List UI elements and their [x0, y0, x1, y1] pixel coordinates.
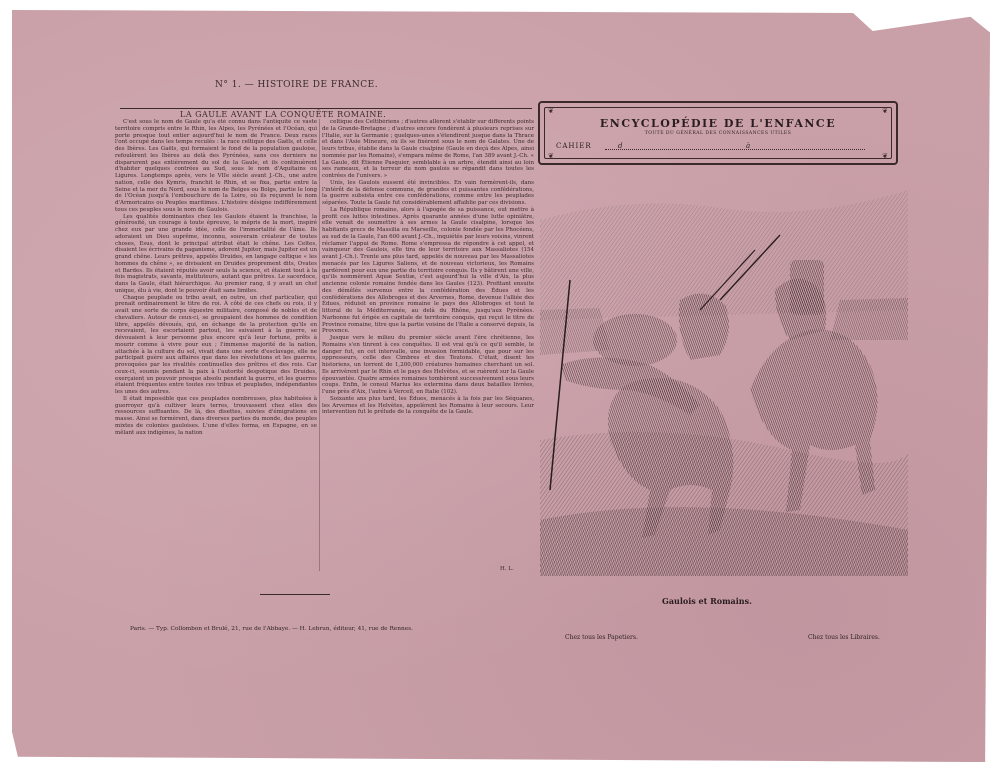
- gaul-rider: [679, 294, 729, 360]
- distant-army: [830, 298, 908, 340]
- ornament-icon: ❦: [548, 107, 554, 115]
- cahier-label: CAHIER: [556, 142, 592, 150]
- encyclopedia-subtitle: TOUTE DU GÉNÉRAL DES CONNAISSANCES UTILES: [644, 131, 792, 136]
- article-title: LA GAULE AVANT LA CONQUÊTE ROMAINE.: [180, 110, 387, 119]
- heading-rule: [120, 108, 532, 109]
- fill-in-line: [605, 149, 865, 150]
- author-signature: H. L.: [500, 566, 514, 572]
- title-cartouche: [538, 101, 898, 165]
- ornament-icon: ❦: [548, 152, 554, 160]
- article-column-right: [322, 119, 534, 573]
- article-column-left: [115, 119, 317, 573]
- paragraph: C'est sous le nom de Gaule qu'a été connu dans l'antiquité ce vaste territoire compris entre le Rhin, les Alpes, les Pyrénées et l'Océan, qui porte presque tout entier aujourd'hui le nom de France. Deux races l'ont occupé dans les temps reculés : la race celtique des Gaëls, et celle des Ibères. Les Gaëls, qui formaient le fond de la population gauloise, refoulèrent les Ibères au delà des Pyrénées, sans ces derniers ne disparurent pas entièrement du sol de la Gaule, et ils continuèrent d'habiter quelques contrées au Sud, sous le nom d'Aquitains ou Ligures. Longtemps après, vers le VIIe siècle avant J.-Ch., une autre nation, celle des Kymris, franchit le Rhin, et se fixa, partie entre la Seine et la mer du Nord, sous le nom de Belges ou Bolgs, partie le long de l'Océan jusqu'à l'embouchure de la Loire, où ils reçurent le nom d'Armoricains ou Peuples maritimes. L'histoire désigne indifféremment tous ces peuples sous le nom de Gaulois.: [115, 119, 317, 213]
- battle-engraving: [540, 190, 908, 576]
- cahier-d-label: d: [618, 142, 623, 150]
- illustration-caption: Gaulois et Romains.: [662, 596, 752, 606]
- ornament-icon: ❦: [882, 152, 888, 160]
- column-divider: [319, 119, 320, 571]
- cahier-a-label: à: [746, 142, 751, 150]
- paragraph: celtique des Celtibériens ; d'autres allèrent s'établir sur différents points de la Grande-Bretagne ; d'autres encore fondèrent à plusieurs reprises sur l'Italie, sur la Germanie ; quelques-unes s'étendirent jusque dans la Thrace et dans l'Asie Mineure, où ils se fixèrent sous le nom de Galates. Une de leurs tribus, établie dans la Gaule cisalpine (Gaule en deçà des Alpes, ainsi nommée par les Romains), s'empara même de Rome, l'an 389 avant J.-Ch. « La Gaule, dit Étienne Pasquier, semblable à un arbre, étendit ainsi au loin ses rameaux, et la terreur du nom gaulois se répandit dans toutes les contrées de l'univers. »: [322, 119, 534, 179]
- ornament-icon: ❦: [882, 107, 888, 115]
- paragraph: Jusque vers le milieu du premier siècle avant l'ère chrétienne, les Romains s'en tinrent à ces conquêtes. Il est vrai qu'à ce qu'il semble, le danger fut, en cet intervalle, une invasion formidable, que pour sur les oppresseurs, celle des Cimbres et des Teutons. C'était, disent les historiens, un torrent de 1,200,000 créatures humaines cherchant un sol. Ils arrivèrent par le Rhin et le pays des Helvètes, et se ruèrent sur la Gaule épouvantée. Quatre armées romaines tombèrent successivement sous leurs coups. Enfin, le consul Marius les extermina dans deux batailles livrées, l'une près d'Aix, l'autre à Verceil, en Italie (102).: [322, 335, 534, 395]
- paragraph: Soixante ans plus tard, les Édues, menacés à la fois par les Séquanes, les Arvernes et les Helvètes, appelèrent les Romains à leur secours. Leur intervention fut le prélude de la conquête de la Gaule.: [322, 395, 534, 416]
- paragraph: Unis, les Gaulois eussent été invincibles. En vain formèrent-ils, dans l'intérêt de la défense commune, de grandes et puissantes confédérations, la guerre subsista entre ces confédérations, comme entre les peuplades séparées. Toute la Gaule fut considérablement affaiblie par ces divisions.: [322, 179, 534, 206]
- encyclopedia-title: ENCYCLOPÉDIE DE L'ENFANCE: [599, 117, 837, 130]
- roman-shield: [790, 260, 824, 315]
- paragraph: Il était impossible que ces peuplades nombreuses, plus habituées à guerroyer qu'à cultiver leurs terres, trouvassent chez elles des ressources suffisantes. De là, des disettes, suivies d'émigrations en masse. Ainsi se formèrent, dans diverses parties du monde, des peuples mixtes de colonies gauloises. L'une d'elles forma, en Espagne, en se mêlant aux indigènes, la nation: [115, 395, 317, 436]
- paragraph: Chaque peuplade ou tribu avait, en outre, un chef particulier, qui prenait ordinairement le titre de roi. À côté de ces chefs ou rois, il y avait une sorte de corps équestre militaire, composé de nobles et de chevaliers. Autour de ceux-ci, se groupaient des hommes de condition libre, appelés dévoués, qui, en échange de la protection qu'ils en recevaient, les escortaient partout, les suivaient à la guerre, se dévouaient à leur personne plus encore qu'à leur fortune, prêts à mourir comme à vivre pour eux ; l'immense majorité de la nation, attachée à la culture du sol, vivait dans une sorte d'esclavage, elle ne participait guère aux affaires que dans les révolutions et les guerres, provoquées par les rivalités continuelles des prêtres et des rois. Car ceux-ci, soumis pendant la paix à l'autorité despotique des Druides, exerçaient un pouvoir presque absolu pendant la guerre, et les guerres étaient fréquentes entre toutes ces tribus et peuplades, indépendantes les unes des autres.: [115, 294, 317, 395]
- issue-heading: N° 1. — HISTOIRE DE FRANCE.: [215, 80, 379, 90]
- paragraph: Les qualités dominantes chez les Gaulois étaient la franchise, la générosité, un courage à toute épreuve, le mépris de la mort, inspiré chez eux par une grande idée, celle de l'immortalité de l'âme. Ils adoraient un Dieu suprême, inconnu, souverain créateur de toutes choses, Esus, dont le principal attribut était le chêne. Les Celtes, disaient les écrivains du paganisme, adorent Jupiter, mais Jupiter est un grand chêne. Leurs prêtres, appelés Druides, en langage celtique « les hommes du chêne », se divisaient en Druides proprement dits, Ovates et Bardes. Ils étaient réputés avoir seuls la science, et étaient tout à la fois magistrats, savants, instituteurs, autant que prêtres. Le sacerdoce, dans la Gaule, était hiérarchique. Au premier rang, il y avait un chef unique, élu à vie, dont le pouvoir était sans limites.: [115, 213, 317, 294]
- paragraph: La République romaine, alors à l'apogée de sa puissance, eut mettre à profit ces luttes intestines. Après quarante années d'une lutte opiniâtre, elle venait de soumettre à ses armes la Gaule cisalpine, lorsque les habitants grecs de Massilia ou Marseille, colonie fondée par les Phocéens, au sud de la Gaule, l'an 600 avant J.-Ch., inquiétés par leurs voisins, vinrent réclamer l'appui de Rome. Rome s'empressa de répondre à cet appel, et vainqueur des Gaulois, elle tira de leur territoire aux Massaliotes (154 avant J.-Ch.). Trente ans plus tard, appelés de nouveau par les Massaliotes menacés par les Ligures Saliens, et de nouveau victorieux, les Romains gardèrent pour eux une partie du territoire conquis. Ils y bâtirent une ville, qu'ils nommèrent Aquæ Sextiæ, c'est aujourd'hui la ville d'Aix, la plus ancienne colonie romaine fondée dans les Gaules (123). Profitant ensuite des démêlés survenus entre la confédération des Édues et les confédérations des Allobroges et des Arvernes, Rome, devenue l'alliée des Édues, réduisit en province romaine le pays des Allobroges et tout le littoral de la Méditerranée, au delà du Rhône, jusqu'aux Pyrénées. Narbonne fut érigée en capitale de territoire conquis, qui reçut le titre de Province romaine, titre que la partie voisine de l'Italie a conservé depuis, la Provence.: [322, 206, 534, 335]
- end-rule: [260, 594, 330, 595]
- footer-note-left: Chez tous les Papetiers.: [565, 634, 638, 641]
- footer-note-right: Chez tous les Libraires.: [808, 634, 880, 641]
- printer-imprint: Paris. — Typ. Collombon et Brulé, 21, rue de l'Abbaye. — H. Lebrun, éditeur, 41, rue de Rennes.: [130, 626, 413, 632]
- shield: [593, 314, 677, 366]
